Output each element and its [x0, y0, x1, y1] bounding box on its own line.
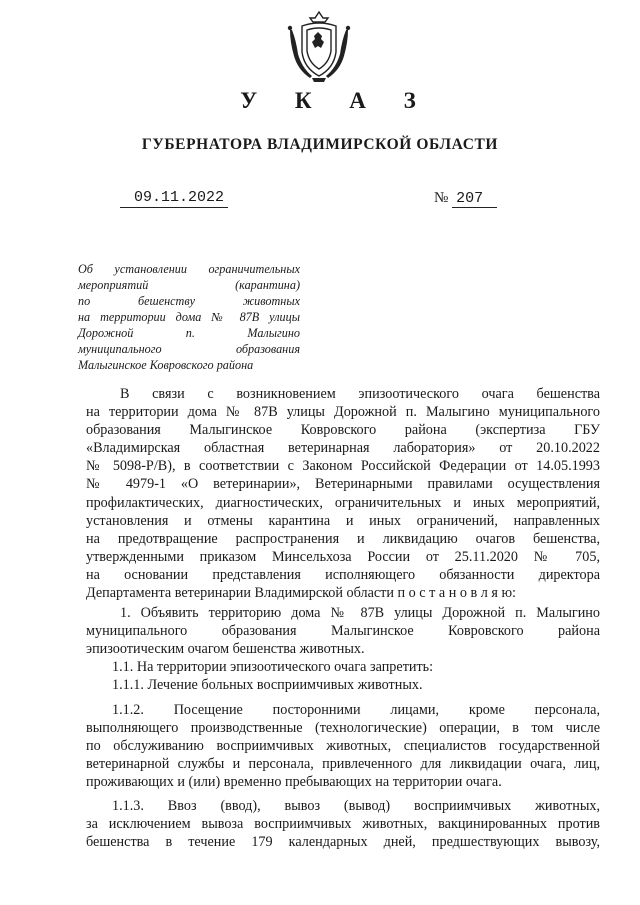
subject-line: по бешенству животных	[78, 294, 300, 308]
preamble-line: № 5098-Р/В), в соответствии с Законом Российской Федерации от 14.05.1993	[86, 458, 600, 475]
item-line: 1.1.1. Лечение больных восприимчивых животных.	[112, 677, 423, 693]
preamble-line: В связи с возникновением эпизоотического очага бешенства	[120, 386, 600, 402]
subject-line: Малыгинское Ковровского района	[78, 358, 254, 372]
subject-line: Об установлении ограничительных	[78, 262, 300, 276]
item-line: эпизоотическим очагом бешенства животных.	[86, 641, 365, 658]
item-line: ветеринарной службы и персонала, привлеченного для ликвидации очага, лиц,	[86, 756, 600, 773]
issuer-heading: ГУБЕРНАТОРА ВЛАДИМИРСКОЙ ОБЛАСТИ	[141, 136, 499, 153]
item-1-1-2	[86, 701, 600, 791]
preamble-line: № 4979-1 «О ветеринарии», Ветеринарными правилами осуществления	[86, 476, 600, 493]
item-1-1-1	[86, 676, 600, 694]
decree-date: 09.11.2022	[120, 189, 228, 208]
preamble-line: на основании представления исполняющего обязанности директора	[86, 566, 600, 583]
document-type-heading: У К А З	[240, 88, 432, 113]
subject-line: мероприятий (карантина)	[78, 278, 300, 292]
item-line: выполняющего производственные (технологические) операции, в том числе	[86, 720, 600, 737]
subject-line: муниципального образования	[78, 342, 300, 356]
preamble-line: образования Малыгинское Ковровского района (экспертиза ГБУ	[86, 422, 600, 439]
coat-of-arms-icon	[284, 8, 354, 84]
item-line: 1. Объявить территорию дома № 87В улицы Дорожной п. Малыгино	[120, 605, 600, 621]
item-line: за исключением вывоза восприимчивых животных, вакцинированных против	[86, 816, 600, 833]
number-label: №	[434, 190, 449, 206]
preamble-line: установления и отмены карантина и иных ограничений, направленных	[86, 512, 600, 529]
preamble	[86, 385, 600, 602]
item-line: муниципального образования Малыгинское Ковровского района	[86, 623, 600, 640]
item-1-1	[86, 658, 600, 676]
preamble-line: Департамента ветеринарии Владимирской области п о с т а н о в л я ю:	[86, 585, 516, 602]
item-1	[86, 604, 600, 658]
decree-subject	[78, 261, 300, 373]
preamble-line: на территории дома № 87В улицы Дорожной п. Малыгино муниципального	[86, 404, 600, 421]
decree-number	[434, 190, 497, 207]
preamble-line: профилактических, диагностических, ограничительных и иных мероприятий,	[86, 494, 600, 511]
item-line: проживающих и (или) временно пребывающих на территории очага.	[86, 774, 502, 791]
subject-line: Дорожной п. Малыгино	[78, 326, 300, 340]
preamble-line: на предотвращение распространения и ликвидацию очагов бешенства,	[86, 530, 600, 547]
item-line: 1.1.2. Посещение посторонними лицами, кроме персонала,	[112, 702, 600, 718]
item-line: 1.1.3. Ввоз (ввод), вывоз (вывод) восприимчивых животных,	[112, 798, 600, 814]
item-1-1-3	[86, 797, 600, 851]
item-line: 1.1. На территории эпизоотического очага запретить:	[112, 659, 434, 675]
item-line: по обслуживанию восприимчивых животных, специалистов государственной	[86, 738, 600, 755]
subject-line: на территории дома № 87В улицы	[78, 310, 300, 324]
preamble-line: «Владимирская областная ветеринарная лаборатория» от 20.10.2022	[86, 440, 600, 457]
number-value: 207	[452, 190, 497, 208]
preamble-line: утвержденными приказом Минсельхоза России от 25.11.2020 № 705,	[86, 548, 600, 565]
item-line: бешенства в течение 179 календарных дней, предшествующих вывозу,	[86, 834, 600, 851]
